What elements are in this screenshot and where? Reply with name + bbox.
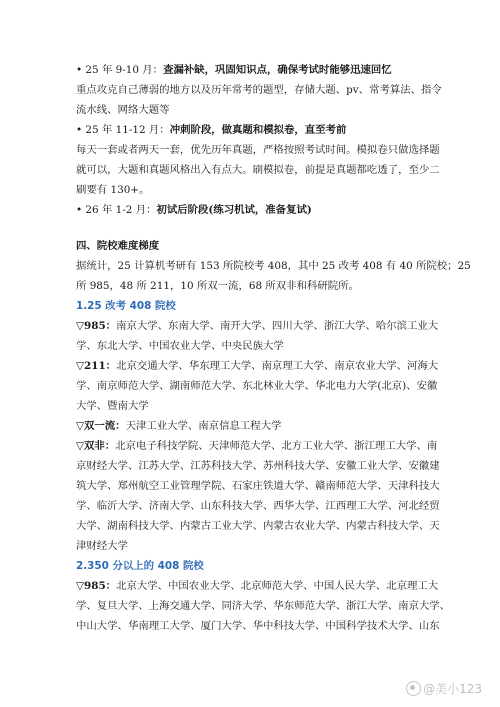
group-non-double-line: 津财经大学 xyxy=(76,540,128,552)
group-non-double-line: 大学、湖南科技大学、内蒙古工业大学、内蒙古农业大学、内蒙古科技大学、天 xyxy=(76,520,440,532)
timeline-item-nov-dec: • 25 年 11-12 月：冲刺阶段，做真题和模拟卷，直至考前 xyxy=(76,124,347,136)
group-double-first-line: ▽双一流：天津工业大学、南京信息工程大学 xyxy=(76,420,282,432)
group-non-double-line: ▽双非：北京电子科技学院、天津师范大学、北方工业大学、浙江理工大学、南 xyxy=(76,440,438,452)
timeline-text-line: 就可以，大题和真题风格出入有点大。刷模拟卷，前提是真题都吃透了，至少二 xyxy=(76,164,440,176)
group-211-line: ▽211：北京交通大学、华东理工大学、南京理工大学、南京农业大学、河海大 xyxy=(76,360,439,372)
timeline-text-line: 重点攻克自己薄弱的地方以及历年常考的题型，存储大题、pv、常考算法、指令 xyxy=(76,84,442,96)
section-heading: 四、院校难度梯度 xyxy=(76,240,160,252)
subheading-350-plus: 2.350 分以上的 408 院校 xyxy=(76,560,204,572)
school-difficulty-section xyxy=(76,236,471,636)
intro-line: 据统计，25 计算机考研有 153 所院校考 408，其中 25 改考 408 有 40 所院校；25 xyxy=(76,260,471,272)
group-211-line: 学、南京师范大学、湖南师范大学、东北林业大学、华北电力大学(北京)、安徽 xyxy=(76,380,438,392)
subheading-new-408: 1.25 改考 408 院校 xyxy=(76,300,176,312)
watermark-logo-icon xyxy=(406,681,421,696)
timeline-text-line: 刷要有 130+。 xyxy=(76,184,150,196)
timeline-section xyxy=(76,60,442,220)
timeline-item-sep-oct: • 25 年 9-10 月：查漏补缺，巩固知识点，确保考试时能够迅速回忆 xyxy=(76,64,392,76)
group-985-high-line: ▽985：北京大学、中国农业大学、北京师范大学、中国人民大学、北京理工大 xyxy=(76,580,439,592)
group-985-high-line: 学、复旦大学、上海交通大学、同济大学、华东师范大学、浙江大学、南京大学、 xyxy=(76,600,451,612)
group-211-line: 大学、暨南大学 xyxy=(76,400,149,412)
group-non-double-line: 学、临沂大学、济南大学、山东科技大学、西华大学、江西理工大学、河北经贸 xyxy=(76,500,440,512)
timeline-item-jan-feb: • 26 年 1-2 月：初试后阶段(练习机试，准备复试) xyxy=(76,204,312,216)
group-non-double-line: 筑大学、郑州航空工业管理学院、石家庄铁道大学、赣南师范大学、天津科技大 xyxy=(76,480,440,492)
group-985-line: ▽985：南京大学、东南大学、南开大学、四川大学、浙江大学、哈尔滨工业大 xyxy=(76,320,439,332)
group-985-line: 学、东北大学、中国农业大学、中央民族大学 xyxy=(76,340,284,352)
intro-line: 所 985，48 所 211，10 所双一流，68 所双非和科研院所。 xyxy=(76,280,359,292)
watermark: @美小123 xyxy=(406,680,482,697)
group-985-high-line: 中山大学、华南理工大学、厦门大学、华中科技大学、中国科学技术大学、山东 xyxy=(76,620,440,632)
timeline-text-line: 流水线、网络大题等 xyxy=(76,104,170,116)
timeline-text-line: 每天一套或者两天一套，优先历年真题，严格按照考试时间。模拟卷只做选择题 xyxy=(76,144,440,156)
group-non-double-line: 京财经大学、江苏大学、江苏科技大学、苏州科技大学、安徽工业大学、安徽建 xyxy=(76,460,440,472)
